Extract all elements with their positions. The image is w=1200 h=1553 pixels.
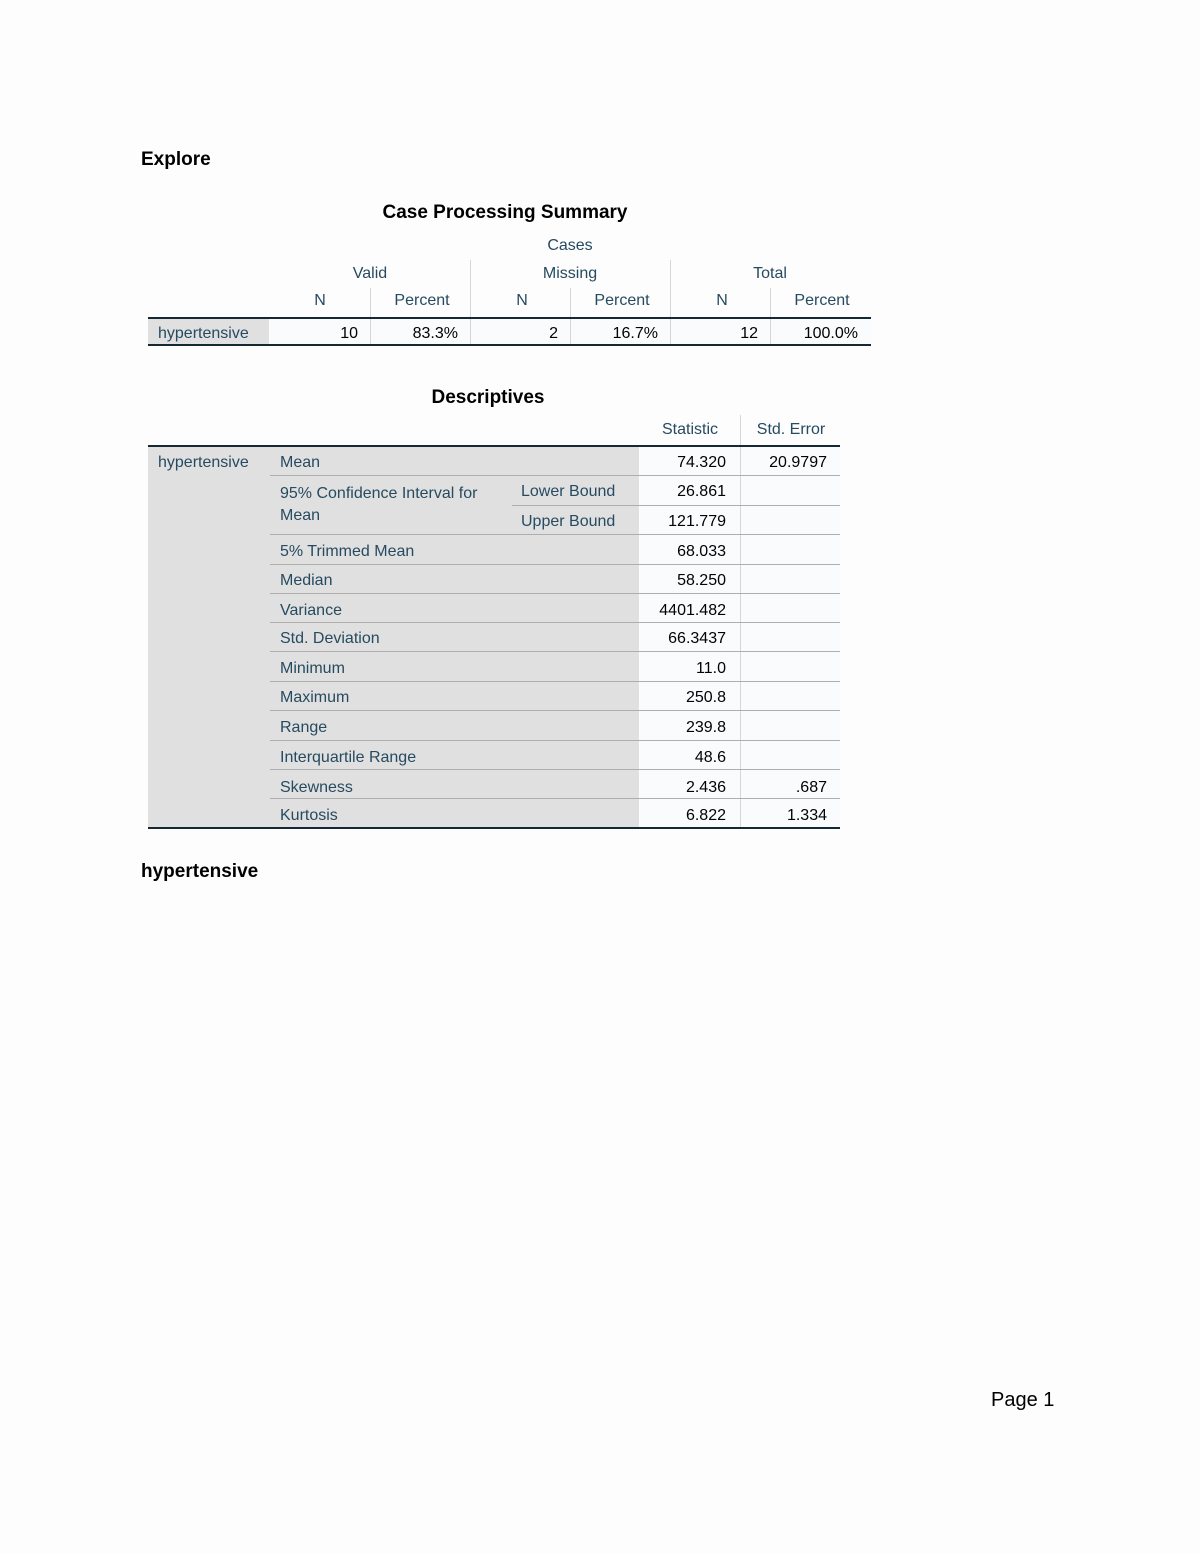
variable-label: hypertensive xyxy=(158,454,249,471)
std-error-value: 20.9797 xyxy=(769,454,827,471)
table-bottom-rule xyxy=(148,344,871,346)
row-separator xyxy=(570,318,571,345)
row-label-upper-bound: Upper Bound xyxy=(521,513,616,530)
std-error-value: 1.334 xyxy=(786,807,827,824)
row-separator xyxy=(270,769,840,770)
statistic-value: 66.3437 xyxy=(668,630,726,647)
row-label-variance: Variance xyxy=(280,602,342,619)
row-label-range: Range xyxy=(280,719,328,736)
table-top-rule xyxy=(148,445,840,447)
variable-heading: hypertensive xyxy=(141,861,259,882)
header-std-error: Std. Error xyxy=(756,421,826,438)
row-separator xyxy=(270,651,840,652)
row-separator xyxy=(270,798,840,799)
statistic-value: 121.779 xyxy=(668,513,726,530)
statistic-value: 74.320 xyxy=(677,454,726,471)
table-cell: 100.0% xyxy=(803,325,858,342)
row-separator xyxy=(512,505,840,506)
group-header-missing: Missing xyxy=(542,265,598,282)
row-label-std-deviation: Std. Deviation xyxy=(280,630,380,647)
statistic-value: 4401.482 xyxy=(659,602,726,619)
header-separator xyxy=(370,288,371,317)
subheader-missing-n: N xyxy=(516,292,528,309)
table-cell: 10 xyxy=(340,325,358,342)
section-title: Explore xyxy=(141,149,211,170)
statistic-value: 68.033 xyxy=(677,543,726,560)
row-separator xyxy=(270,622,840,623)
header-separator xyxy=(570,288,571,317)
statistic-value: 6.822 xyxy=(685,807,726,824)
header-statistic: Statistic xyxy=(661,421,718,438)
header-separator xyxy=(740,415,741,445)
row-separator xyxy=(370,318,371,345)
header-separator xyxy=(670,260,671,317)
statistic-value: 11.0 xyxy=(696,660,726,677)
header-separator xyxy=(470,260,471,317)
row-separator xyxy=(270,593,840,594)
row-label-kurtosis: Kurtosis xyxy=(280,807,338,824)
table-top-rule xyxy=(148,317,871,319)
row-separator xyxy=(270,564,840,565)
subheader-total-percent: Percent xyxy=(794,292,850,309)
page-number: Page 1 xyxy=(991,1389,1055,1411)
row-separator xyxy=(470,318,471,345)
row-label: hypertensive xyxy=(158,325,249,342)
subheader-missing-percent: Percent xyxy=(594,292,650,309)
header-separator xyxy=(770,288,771,317)
case-processing-title: Case Processing Summary xyxy=(382,202,628,223)
row-label-maximum: Maximum xyxy=(280,689,350,706)
descriptives-title: Descriptives xyxy=(431,387,545,408)
group-header-valid: Valid xyxy=(352,265,388,282)
cases-header: Cases xyxy=(547,237,593,254)
statistic-value: 58.250 xyxy=(677,572,726,589)
row-label-minimum: Minimum xyxy=(280,660,345,677)
std-error-value: .687 xyxy=(795,779,827,796)
statistic-value: 26.861 xyxy=(677,483,726,500)
row-label-mean: Mean xyxy=(280,454,321,471)
table-cell: 2 xyxy=(549,325,558,342)
ci-label: 95% Confidence Interval for Mean xyxy=(280,485,478,524)
table-cell: 12 xyxy=(740,325,758,342)
group-header-total: Total xyxy=(753,265,787,282)
row-label-iqr: Interquartile Range xyxy=(280,749,417,766)
value-separator xyxy=(740,446,741,828)
row-separator xyxy=(270,475,840,476)
row-label-trimmed-mean: 5% Trimmed Mean xyxy=(280,543,415,560)
row-separator xyxy=(270,534,840,535)
row-separator xyxy=(270,681,840,682)
row-separator xyxy=(770,318,771,345)
subheader-total-n: N xyxy=(716,292,728,309)
table-bottom-rule xyxy=(148,827,840,829)
row-label-skewness: Skewness xyxy=(280,779,353,796)
row-separator xyxy=(270,710,840,711)
table-cell: 83.3% xyxy=(412,325,458,342)
row-separator xyxy=(270,740,840,741)
statistic-value: 250.8 xyxy=(685,689,726,706)
statistic-value: 2.436 xyxy=(685,779,726,796)
statistic-value: 239.8 xyxy=(685,719,726,736)
subheader-valid-percent: Percent xyxy=(394,292,450,309)
subheader-valid-n: N xyxy=(314,292,326,309)
statistic-value: 48.6 xyxy=(694,749,726,766)
row-label-median: Median xyxy=(280,572,333,589)
table-cell: 16.7% xyxy=(612,325,658,342)
row-label-lower-bound: Lower Bound xyxy=(521,483,616,500)
row-separator xyxy=(670,318,671,345)
